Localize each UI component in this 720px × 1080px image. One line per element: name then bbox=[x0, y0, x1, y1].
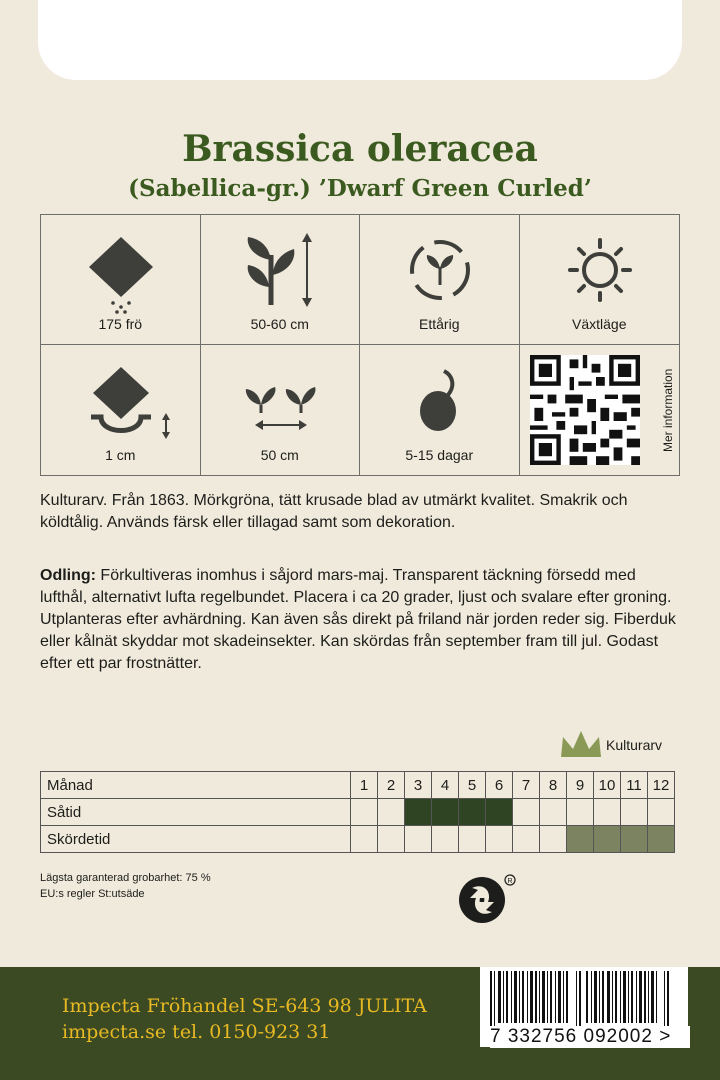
calendar-header-row bbox=[41, 772, 675, 799]
month-cell: 6 bbox=[486, 772, 513, 799]
sow-cell-active bbox=[432, 799, 459, 826]
company-address: Impecta Fröhandel SE-643 98 JULITA bbox=[62, 995, 427, 1017]
sow-cell bbox=[513, 799, 540, 826]
month-cell: 2 bbox=[378, 772, 405, 799]
harvest-cell-active bbox=[567, 826, 594, 853]
eu-rules: EU:s regler St:utsäde bbox=[40, 888, 145, 900]
green-dot-recycle-icon bbox=[458, 872, 522, 928]
harvest-cell bbox=[513, 826, 540, 853]
sow-cell bbox=[594, 799, 621, 826]
sow-cell-active bbox=[486, 799, 513, 826]
sowing-calendar bbox=[40, 771, 675, 853]
qr-code-icon[interactable] bbox=[530, 355, 640, 465]
month-cell: 3 bbox=[405, 772, 432, 799]
position-label: Växtläge bbox=[572, 316, 627, 332]
harvest-cell bbox=[540, 826, 567, 853]
calendar-row-sowing bbox=[41, 799, 675, 826]
svg-text:R: R bbox=[507, 878, 513, 885]
sowing-row-label: Såtid bbox=[41, 799, 351, 826]
harvest-cell-active bbox=[594, 826, 621, 853]
spacing-label: 50 cm bbox=[260, 447, 299, 463]
icon-cell-germination bbox=[360, 345, 520, 475]
germination-guarantee: Lägsta garanterad grobarhet: 75 % bbox=[40, 872, 211, 884]
icon-cell-height bbox=[201, 215, 361, 345]
sow-cell bbox=[351, 799, 378, 826]
heritage-label: Kulturarv bbox=[606, 737, 663, 753]
month-header: Månad bbox=[41, 772, 351, 799]
icon-cell-annual bbox=[360, 215, 520, 345]
barcode-number: 7 332756 092002 > bbox=[490, 1026, 690, 1048]
month-cell: 7 bbox=[513, 772, 540, 799]
harvest-cell bbox=[351, 826, 378, 853]
seed-count-label: 175 frö bbox=[98, 316, 143, 332]
harvest-cell-active bbox=[621, 826, 648, 853]
species-title: Brassica oleracea bbox=[182, 128, 538, 170]
hang-hole bbox=[38, 0, 682, 80]
month-cell: 12 bbox=[648, 772, 675, 799]
sow-cell bbox=[648, 799, 675, 826]
germination-label: 5-15 dagar bbox=[405, 447, 474, 463]
harvest-cell bbox=[378, 826, 405, 853]
month-cell: 4 bbox=[432, 772, 459, 799]
month-cell: 11 bbox=[621, 772, 648, 799]
sow-cell bbox=[540, 799, 567, 826]
cultivation-text bbox=[40, 565, 686, 675]
harvest-cell-active bbox=[648, 826, 675, 853]
harvest-row-label: Skördetid bbox=[41, 826, 351, 853]
icon-grid bbox=[40, 214, 680, 476]
description-text: Kulturarv. Från 1863. Mörkgröna, tätt krusade blad av utmärkt kvalitet. Smakrik och köldtålig. Används färsk eller tillagad samt som dekoration. bbox=[40, 492, 628, 531]
depth-label: 1 cm bbox=[105, 447, 136, 463]
icon-cell-spacing bbox=[201, 345, 361, 475]
month-cell: 10 bbox=[594, 772, 621, 799]
cultivar-subtitle: (Sabellica-gr.) ’Dwarf Green Curled’ bbox=[128, 175, 592, 202]
annual-label: Ettårig bbox=[419, 316, 460, 332]
company-contact: impecta.se tel. 0150-923 31 bbox=[62, 1021, 331, 1043]
crown-icon bbox=[559, 729, 603, 761]
more-info-label: Mer information bbox=[661, 368, 675, 452]
harvest-cell bbox=[405, 826, 432, 853]
month-cell: 9 bbox=[567, 772, 594, 799]
cultivation-body: Förkultiveras inomhus i såjord mars-maj. Transparent täckning försedd med lufthål, alternativt lufta regelbundet. Placera i ca 20 grader, ljust och svalare efter groning. Utplanteras efter avhärdning. Kan även sås direkt på friland när jorden reder sig. Fiberduk eller kålnät skyddar mot skadeinsekter. Kan skördas från september fram till jul. Godast efter ett par frostnätter. bbox=[40, 567, 676, 672]
month-cell: 8 bbox=[540, 772, 567, 799]
icon-cell-seeds bbox=[41, 215, 201, 345]
cultivation-heading: Odling: bbox=[40, 567, 96, 584]
height-label: 50-60 cm bbox=[250, 316, 309, 332]
icon-cell-depth bbox=[41, 345, 201, 475]
sow-cell bbox=[567, 799, 594, 826]
harvest-cell bbox=[486, 826, 513, 853]
calendar-row-harvest bbox=[41, 826, 675, 853]
month-cell: 1 bbox=[351, 772, 378, 799]
month-cell: 5 bbox=[459, 772, 486, 799]
sow-cell bbox=[378, 799, 405, 826]
icon-cell-sun bbox=[520, 215, 680, 345]
harvest-cell bbox=[459, 826, 486, 853]
harvest-cell bbox=[432, 826, 459, 853]
sow-cell-active bbox=[459, 799, 486, 826]
sow-cell bbox=[621, 799, 648, 826]
sow-cell-active bbox=[405, 799, 432, 826]
icon-cell-qr[interactable] bbox=[520, 345, 680, 475]
